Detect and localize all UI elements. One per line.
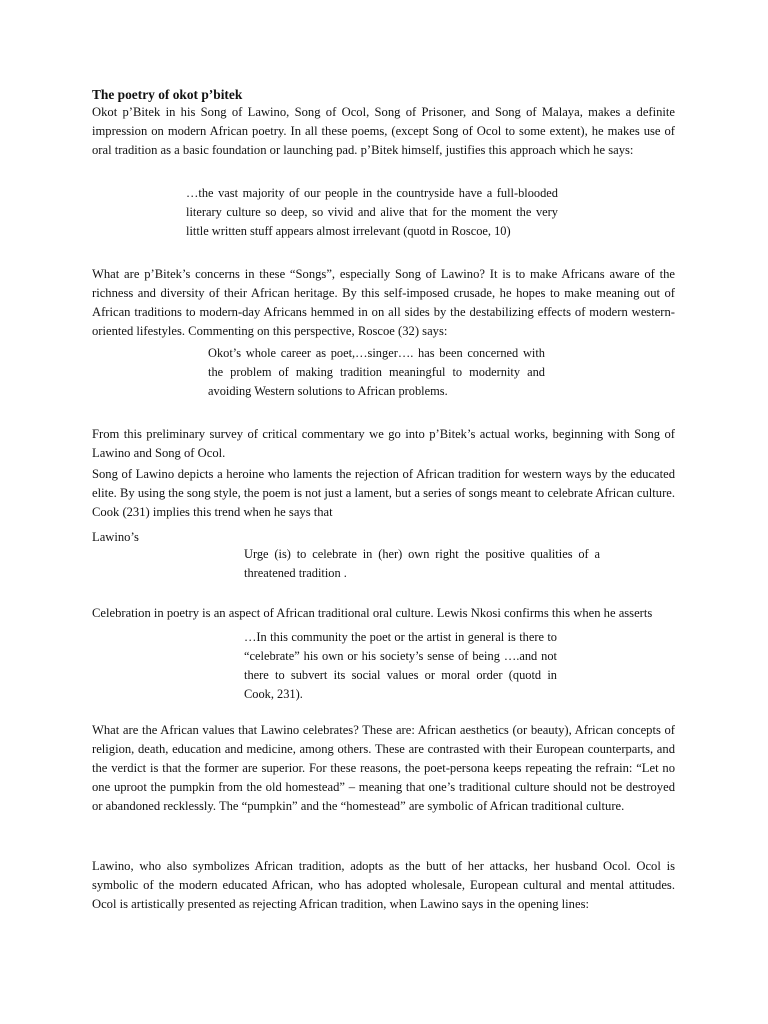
paragraph-lawino: Song of Lawino depicts a heroine who laments the rejection of African tradition for western ways by the educated elite. By using the song style, the poem is not just a lament, but a series of songs meant to celebrate African culture. Cook (231) implies this trend when he says that <box>92 467 675 519</box>
quote-nkosi: …In this community the poet or the artist in general is there to “celebrate” his own or his society’s sense of being ….and not there to subvert its social values or moral order (quotd in Cook, 231). <box>244 630 557 701</box>
paragraph-ocol: Lawino, who also symbolizes African tradition, adopts as the butt of her attacks, her husband Ocol. Ocol is symbolic of the modern educated African, who has adopted wholesale, European cultural and mental attitudes. Ocol is artistically presented as rejecting African tradition, when Lawino says in the opening lines: <box>92 859 675 911</box>
quote-pbitek: …the vast majority of our people in the countryside have a full-blooded literary culture so deep, so vivid and alive that for the moment the very little written stuff appears almost irrelevant (quotd in Roscoe, 10) <box>186 186 558 238</box>
paragraph-intro: Okot p’Bitek in his Song of Lawino, Song of Ocol, Song of Prisoner, and Song of Malaya, makes a definite impression on modern African poetry. In all these poems, (except Song of Ocol to some extent), he makes use of oral tradition as a basic foundation or launching pad. p’Bitek himself, justifies this approach which he says: <box>92 105 675 157</box>
quote-cook: Urge (is) to celebrate in (her) own right the positive qualities of a threatened tradition . <box>244 547 600 580</box>
paragraph-concerns: What are p’Bitek’s concerns in these “Songs”, especially Song of Lawino? It is to make Africans aware of the richness and diversity of their African heritage. By this self-imposed crusade, he hopes to make meaning out of African traditions to modern-day Africans hemmed in on all sides by the destabilizing effects of modern western-oriented lifestyles. Commenting on this perspective, Roscoe (32) says: <box>92 267 675 338</box>
paragraph-values: What are the African values that Lawino celebrates? These are: African aesthetics (or beauty), African concepts of religion, death, education and medicine, among others. These are contrasted with their European counterparts, and the verdict is that the former are superior. For these reasons, the poet-persona keeps repeating the refrain: “Let no one uproot the pumpkin from the old homestead” – meaning that one’s traditional culture should not be destroyed or abandoned recklessly. The “pumpkin” and the “homestead” are symbolic of African traditional culture. <box>92 723 675 813</box>
quote-roscoe: Okot’s whole career as poet,…singer…. has been concerned with the problem of making tradition meaningful to modernity and avoiding Western solutions to African problems. <box>208 346 545 398</box>
paragraph-survey: From this preliminary survey of critical commentary we go into p’Bitek’s actual works, beginning with Song of Lawino and Song of Ocol. <box>92 427 675 460</box>
paragraph-celebration: Celebration in poetry is an aspect of African traditional oral culture. Lewis Nkosi confirms this when he asserts <box>92 606 653 620</box>
lawinos-label: Lawino’s <box>92 530 139 544</box>
page-title: The poetry of okot p’bitek <box>92 87 243 102</box>
